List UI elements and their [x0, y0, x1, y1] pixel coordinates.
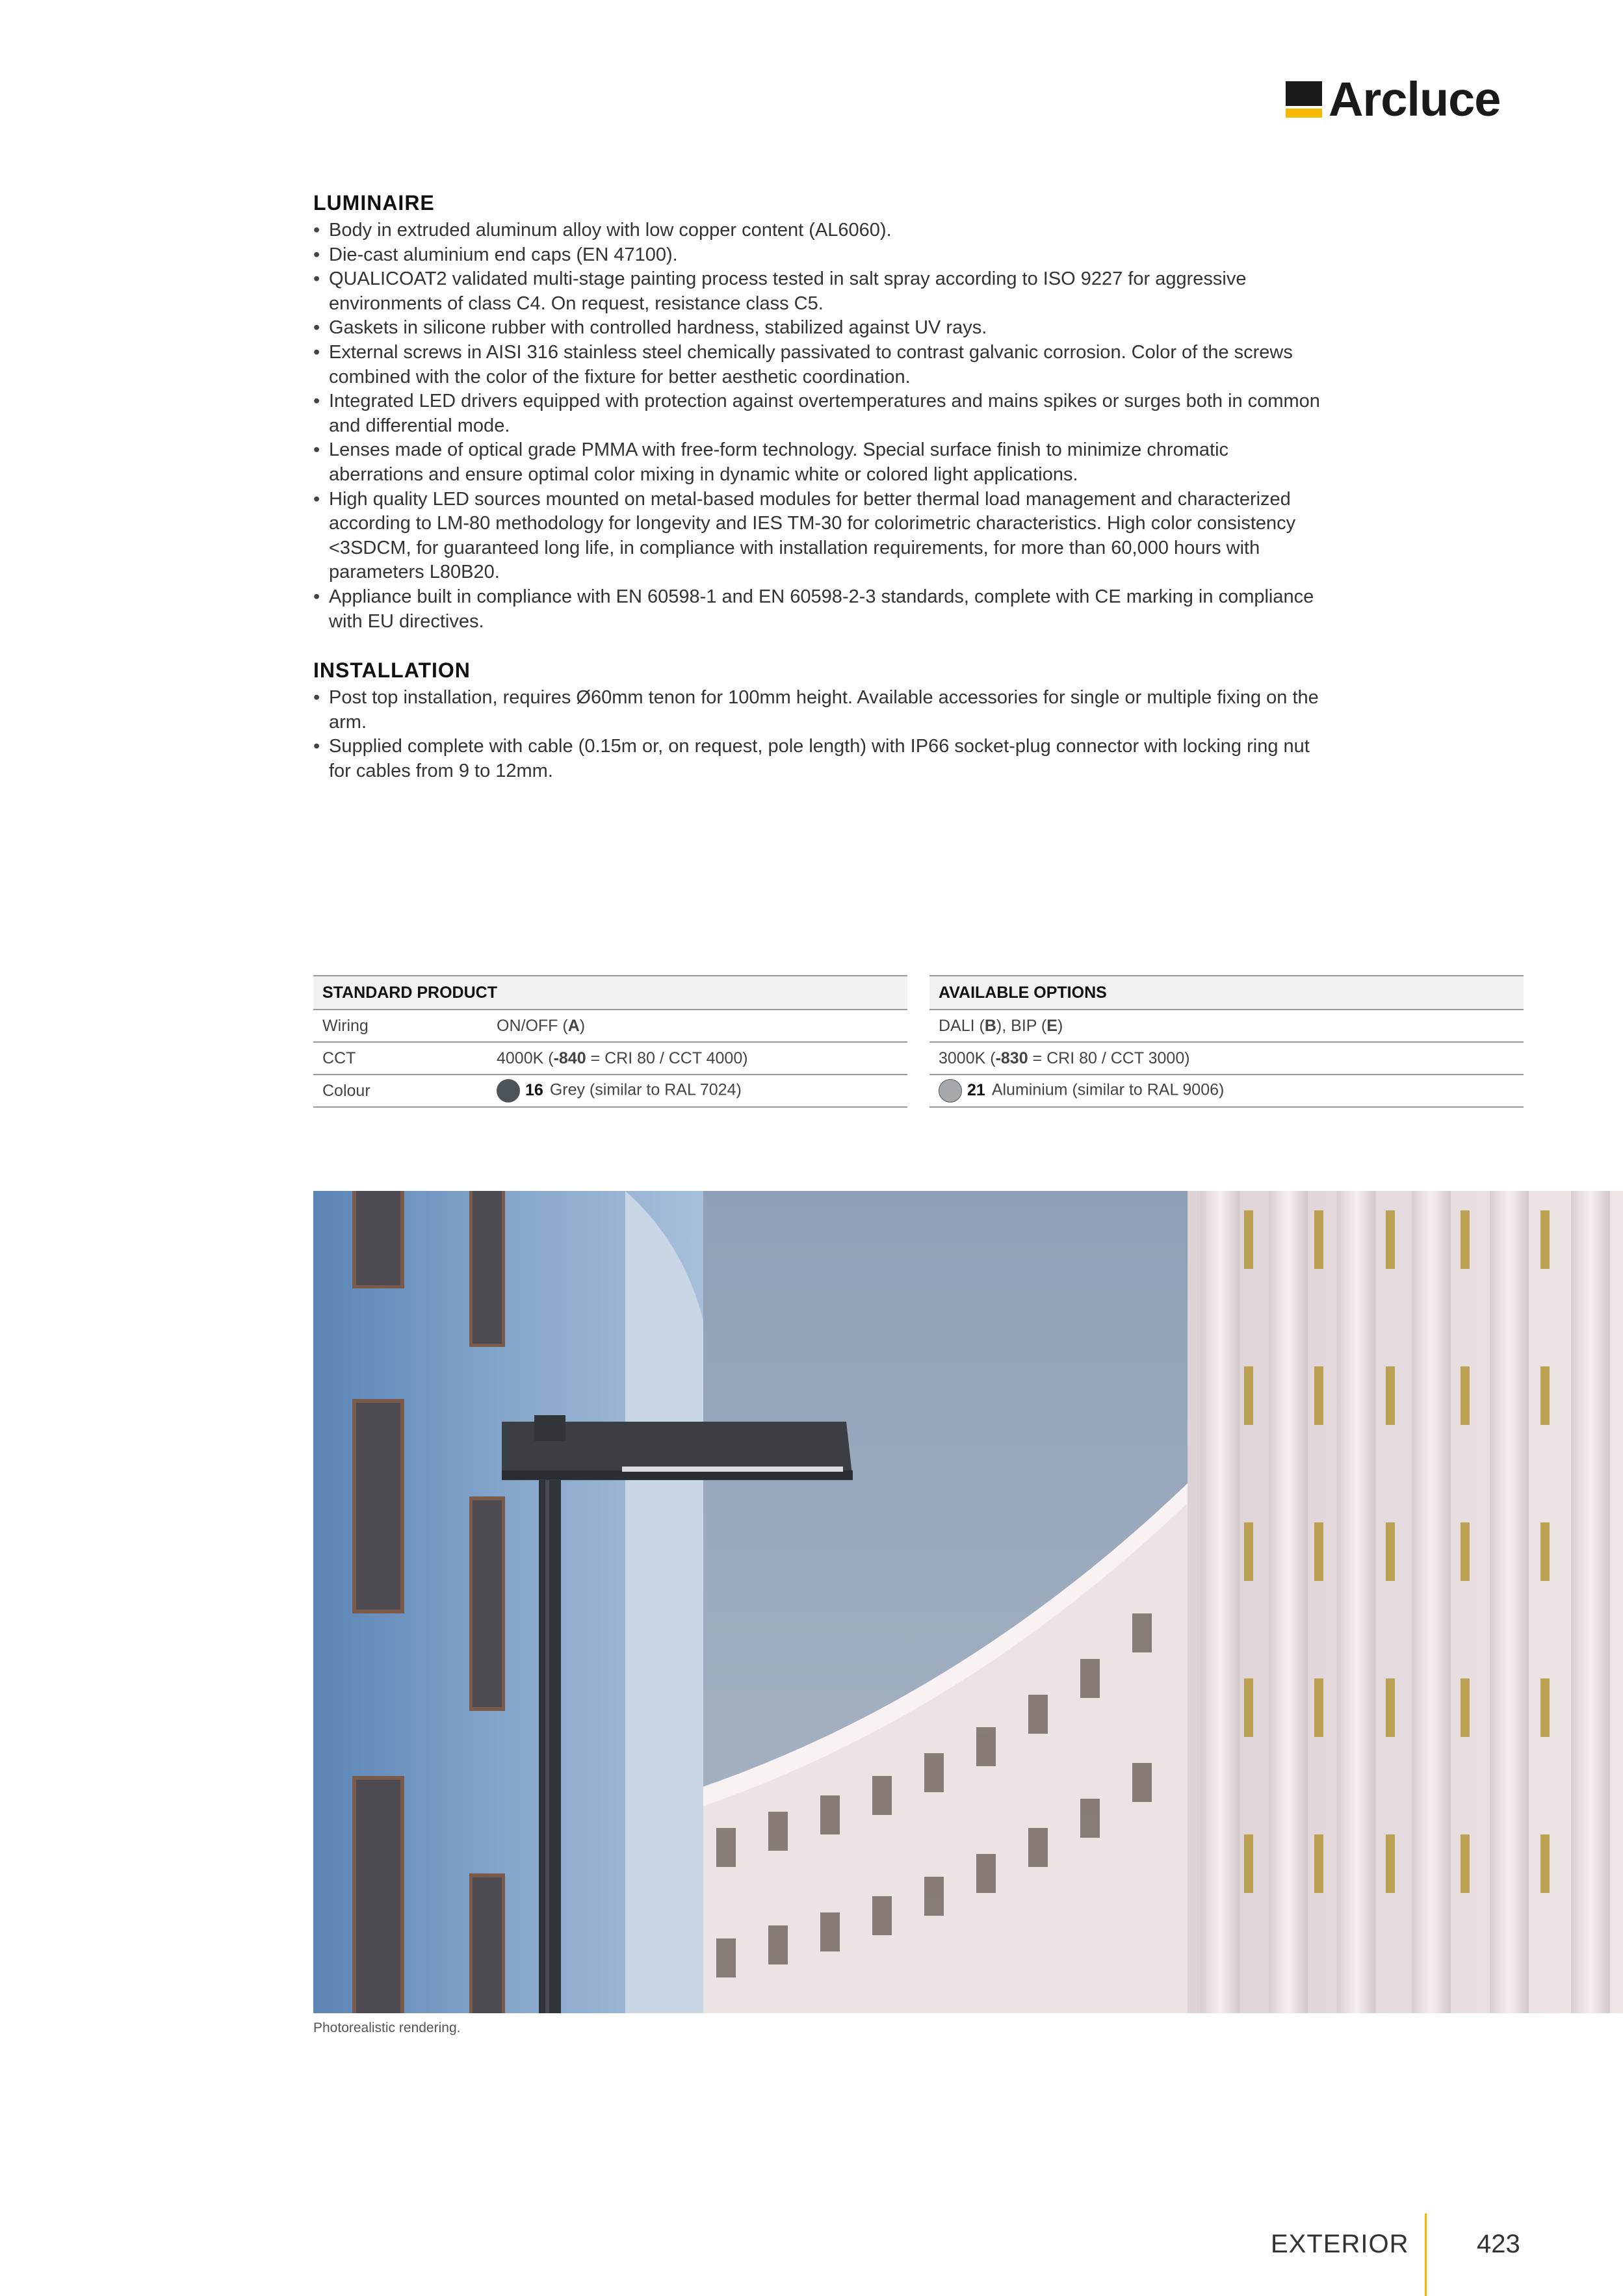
list-item: • Body in extruded aluminum alloy with low copper content (AL6060). — [313, 218, 1327, 243]
colour-value: 16 Grey (similar to RAL 7024) — [487, 1075, 907, 1107]
spec-text — [313, 190, 1327, 783]
table-row — [929, 1010, 1524, 1042]
luminaire-list — [313, 218, 1327, 634]
brand-logo — [1286, 72, 1501, 126]
list-item: • Lenses made of optical grade PMMA with free-form technology. Special surface finish to minimize chromatic aberrations and ensure optimal color mixing in dynamic white or colored light applications. — [313, 438, 1327, 487]
logo-mark-icon — [1286, 81, 1322, 118]
list-item: • Gaskets in silicone rubber with controlled hardness, stabilized against UV rays. — [313, 316, 1327, 341]
colour-label: Colour — [313, 1075, 487, 1107]
colour-swatch-icon — [939, 1079, 962, 1102]
luminaire-heading: LUMINAIRE — [313, 191, 435, 215]
page-number: 423 — [1477, 2230, 1520, 2258]
table-row — [929, 1042, 1524, 1075]
photo-caption: Photorealistic rendering. — [313, 2020, 461, 2035]
wiring-label: Wiring — [313, 1010, 487, 1042]
installation-list — [313, 686, 1327, 783]
list-item: • QUALICOAT2 validated multi-stage painting process tested in salt spray according to ISO 9227 for aggressive environments of class C4. On request, resistance class C5. — [313, 267, 1327, 316]
list-item: • Appliance built in compliance with EN 60598-1 and EN 60598-2-3 standards, complete with CE marking in compliance with EU directives. — [313, 585, 1327, 634]
cct-value: 4000K (-840 = CRI 80 / CCT 4000) — [487, 1042, 907, 1075]
footer-divider — [1425, 2213, 1427, 2296]
available-options-table — [929, 975, 1524, 1108]
product-photo — [313, 1191, 1623, 2013]
standard-product-table — [313, 975, 907, 1108]
table-row — [313, 1010, 907, 1042]
colour-options-value: 21 Aluminium (similar to RAL 9006) — [929, 1075, 1524, 1107]
available-options-header: AVAILABLE OPTIONS — [929, 976, 1524, 1010]
cct-label: CCT — [313, 1042, 487, 1075]
footer-section-label: EXTERIOR — [1271, 2230, 1409, 2258]
list-item: • Integrated LED drivers equipped with protection against overtemperatures and mains spikes or surges both in common and differential mode. — [313, 389, 1327, 438]
table-row — [313, 1075, 907, 1107]
list-item: • External screws in AISI 316 stainless steel chemically passivated to contrast galvanic corrosion. Color of the screws combined with the color of the fixture for better aesthetic coordination. — [313, 341, 1327, 389]
list-item: • High quality LED sources mounted on metal-based modules for better thermal load management and characterized according to LM-80 methodology for longevity and IES TM-30 for colorimetric characteristics. High color consistency <3SDCM, for guaranteed long life, in compliance with installation requirements, for more than 60,000 hours with parameters L80B20. — [313, 488, 1327, 585]
wiring-value: ON/OFF (A) — [487, 1010, 907, 1042]
colour-swatch-icon — [497, 1079, 520, 1102]
standard-product-header: STANDARD PRODUCT — [313, 976, 907, 1010]
table-row — [929, 1075, 1524, 1107]
logo-wordmark: Arcluce — [1329, 72, 1501, 126]
wiring-options-value: DALI (B), BIP (E) — [929, 1010, 1524, 1042]
cct-options-value: 3000K (-830 = CRI 80 / CCT 3000) — [929, 1042, 1524, 1075]
list-item: • Die-cast aluminium end caps (EN 47100). — [313, 243, 1327, 268]
table-row — [313, 1042, 907, 1075]
list-item: • Post top installation, requires Ø60mm tenon for 100mm height. Available accessories for single or multiple fixing on the arm. — [313, 686, 1327, 735]
list-item: • Supplied complete with cable (0.15m or, on request, pole length) with IP66 socket-plug connector with locking ring nut for cables from 9 to 12mm. — [313, 735, 1327, 783]
installation-heading: INSTALLATION — [313, 659, 471, 683]
